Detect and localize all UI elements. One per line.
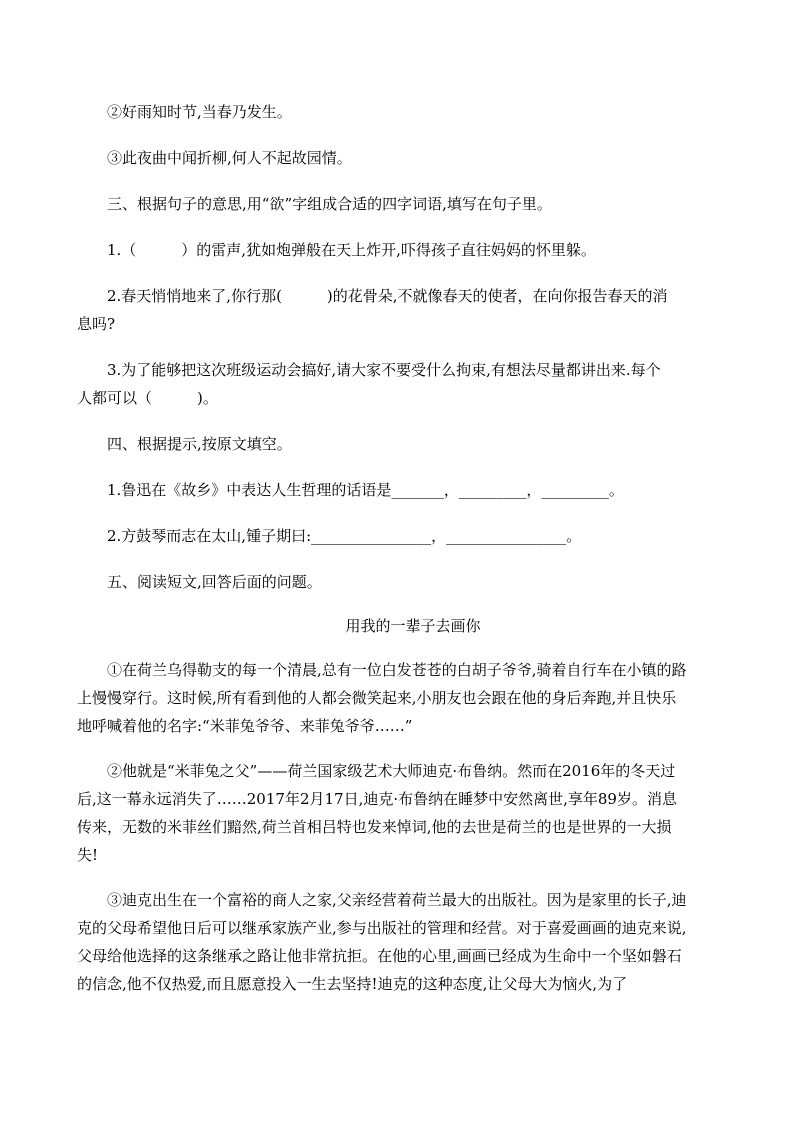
question-line: 1.鲁迅在《故乡》中表达人生哲理的话语是_______，_________，_________。 bbox=[107, 481, 624, 499]
question-line: ③此夜曲中闻折柳,何人不起故园情。 bbox=[107, 149, 352, 167]
section-heading: 三、根据句子的意思,用“欲”字组成合适的四字词语,填写在句子里。 bbox=[107, 195, 552, 213]
article-body bbox=[77, 656, 689, 998]
question-line: 2.方鼓琴而志在太山,锺子期曰:________________，________________。 bbox=[107, 527, 582, 545]
question-line: 人都可以（ )。 bbox=[77, 389, 218, 407]
question-line: 息吗? bbox=[77, 315, 116, 333]
article-paragraph: ③迪克出生在一个富裕的商人之家,父亲经营着荷兰最大的出版社。因为是家里的长子,迪克的父母希望他日后可以继承家族产业,参与出版社的管理和经营。对于喜爱画画的迪克来说,父母给他选择的这条继承之路让他非常抗拒。在他的心里,画画已经成为生命中一个坚如磐石的信念,他不仅热爱,而且愿意投入一生去坚持!迪克的这种态度,让父母大为恼火,为了 bbox=[77, 891, 687, 993]
section-heading: 五、阅读短文,回答后面的问题。 bbox=[107, 573, 322, 591]
section-heading: 四、根据提示,按原文填空。 bbox=[107, 435, 292, 453]
question-line: ②好雨知时节,当春乃发生。 bbox=[107, 103, 292, 121]
question-line: 3.为了能够把这次班级运动会搞好,请大家不要受什么拘束,有想法尽量都讲出来.每个 bbox=[107, 361, 661, 379]
question-line: 2.春天悄悄地来了,你行那( )的花骨朵,不就像春天的使者，在向你报告春天的消 bbox=[107, 287, 668, 305]
page-content bbox=[77, 98, 719, 998]
article-paragraph: ①在荷兰乌得勒支的每一个清晨,总有一位白发苍苍的白胡子爷爷,骑着自行车在小镇的路上慢慢穿行。这时候,所有看到他的人都会微笑起来,小朋友也会跟在他的身后奔跑,并且快乐地呼喊着他的名字:“米菲兔爷爷、来菲兔爷爷……” bbox=[77, 661, 687, 735]
question-line: 1.（ ）的雷声,犹如炮弹般在天上炸开,吓得孩子直往妈妈的怀里躲。 bbox=[107, 241, 596, 259]
article-paragraph: ②他就是“米菲兔之父”——荷兰国家级艺术大师迪克·布鲁纳。然而在2016年的冬天过后,这一幕永远消失了……2017年2月17日,迪克·布鲁纳在睡梦中安然离世,享年89岁。消息传来，无数的米菲丝们黯然,荷兰首相吕特也发来悼词,他的去世是荷兰的也是世界的一大损失! bbox=[77, 762, 677, 864]
article-title: 用我的一辈子去画你 bbox=[345, 617, 481, 635]
